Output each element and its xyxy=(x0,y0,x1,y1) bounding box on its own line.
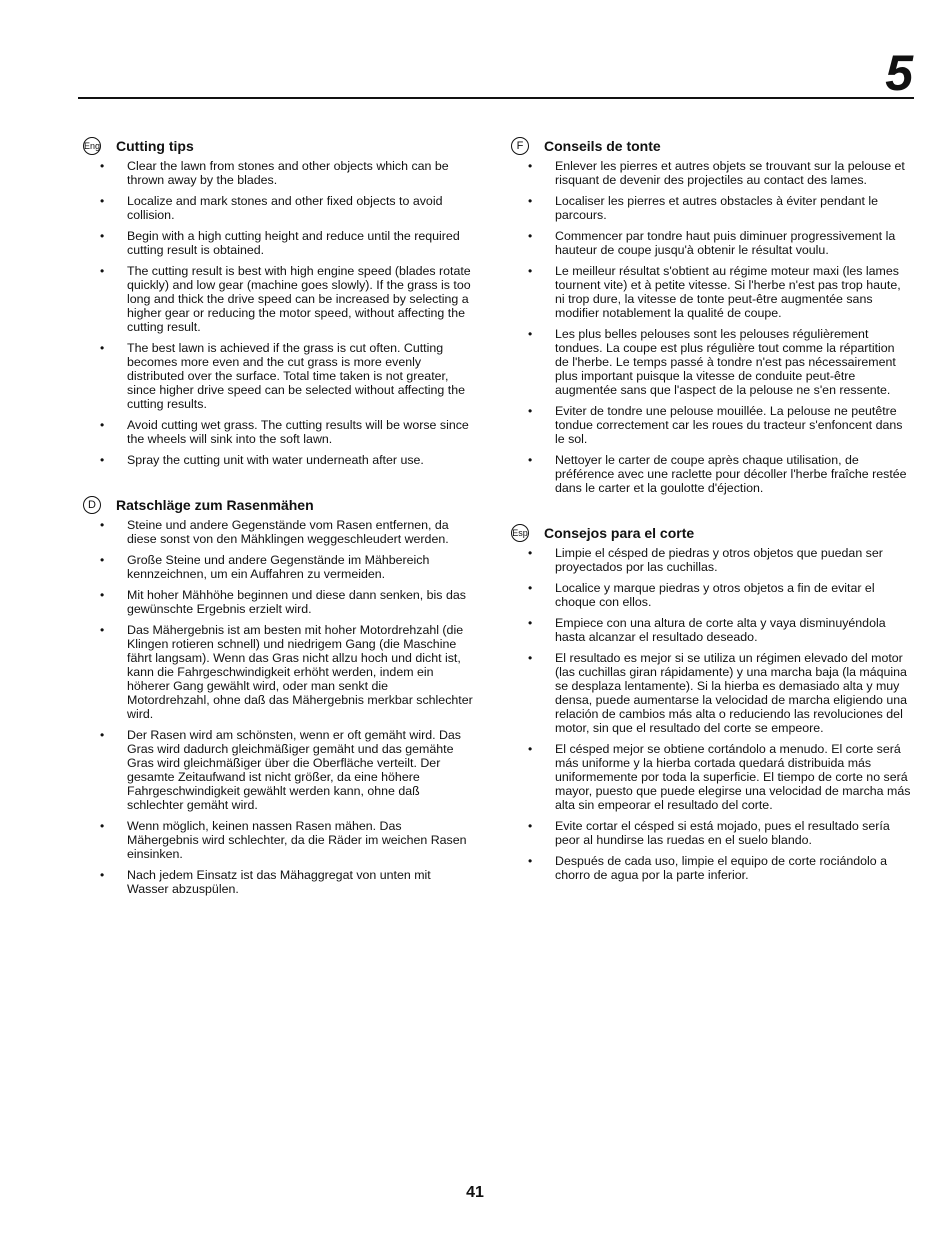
list-item: • Limpie el césped de piedras y otros objetos que puedan ser proyectados por las cuchillas. xyxy=(511,546,911,574)
list-item: • El resultado es mejor si se utiliza un régimen elevado del motor (las cuchillas giran rápidamente) y una marcha baja (la máquina se desplaza lentamente). Si la hierba es demasiado alta y muy densa, puede aumentarse la velocidad de marcha eligiendo una relación de cambios más alta o reduciendo las revoluciones del motor, sin que el resultado del corte se empeore. xyxy=(511,651,911,735)
french-language-icon: F xyxy=(511,137,529,155)
list-item: • Commencer par tondre haut puis diminuer progressivement la hauteur de coupe jusqu'à obtenir le résultat voulu. xyxy=(511,229,911,257)
left-column xyxy=(83,134,473,918)
list-item: • Nach jedem Einsatz ist das Mähaggregat von unten mit Wasser abzuspülen. xyxy=(83,868,473,896)
chapter-number: 5 xyxy=(885,45,912,101)
list-item: • The cutting result is best with high engine speed (blades rotate quickly) and low gear (machine goes slowly). If the grass is too long and thick the drive speed can be increased by selecting a higher gear or reducing the motor speed, without affecting the cutting result. xyxy=(83,264,473,334)
section-title: Conseils de tonte xyxy=(544,138,661,154)
section-french xyxy=(511,134,911,495)
list-item: • Empiece con una altura de corte alta y vaya disminuyéndola hasta alcanzar el resultado deseado. xyxy=(511,616,911,644)
section-heading xyxy=(511,134,911,158)
list-item: • Localiser les pierres et autres obstacles à éviter pendant le parcours. xyxy=(511,194,911,222)
page-number: 41 xyxy=(466,1184,484,1201)
list-item: • Begin with a high cutting height and reduce until the required cutting result is obtained. xyxy=(83,229,473,257)
list-item: • Enlever les pierres et autres objets se trouvant sur la pelouse et risquant de devenir des projectiles au contact des lames. xyxy=(511,159,911,187)
list-item: • Después de cada uso, limpie el equipo de corte rociándolo a chorro de agua por la parte inferior. xyxy=(511,854,911,882)
section-heading xyxy=(83,493,473,517)
list-item: • Localize and mark stones and other fixed objects to avoid collision. xyxy=(83,194,473,222)
list-item: • Steine und andere Gegenstände vom Rasen entfernen, da diese sonst von den Mähklingen weggeschleudert werden. xyxy=(83,518,473,546)
list-item: • Localice y marque piedras y otros objetos a fin de evitar el choque con ellos. xyxy=(511,581,911,609)
section-title: Consejos para el corte xyxy=(544,525,695,541)
section-title: Cutting tips xyxy=(116,138,194,154)
list-item: • Mit hoher Mähhöhe beginnen und diese dann senken, bis das gewünschte Ergebnis erzielt wird. xyxy=(83,588,473,616)
german-language-icon: D xyxy=(83,496,101,514)
header-rule xyxy=(78,97,914,99)
section-heading xyxy=(511,521,911,545)
section-heading xyxy=(83,134,473,158)
list-item: • The best lawn is achieved if the grass is cut often. Cutting becomes more even and the cut grass is more evenly distributed over the surface. Total time taken is not greater, since higher drive speed can be selected without affecting the cutting results. xyxy=(83,341,473,411)
list-item: • Der Rasen wird am schönsten, wenn er oft gemäht wird. Das Gras wird dadurch gleichmäßiger gemäht und das gemähte Gras wird gleichmäßiger über die Oberfläche verteilt. Der gesamte Zeitaufwand ist nicht größer, da eine höhere Fahrgeschwindigkeit gewählt werden kann, ohne daß schlechter gemäht wird. xyxy=(83,728,473,812)
list-item: • Avoid cutting wet grass. The cutting results will be worse since the wheels will sink into the soft lawn. xyxy=(83,418,473,446)
section-title: Ratschläge zum Rasenmähen xyxy=(116,497,314,513)
english-language-icon: Eng xyxy=(83,137,101,155)
list-item: • Wenn möglich, keinen nassen Rasen mähen. Das Mähergebnis wird schlechter, da die Räder im weichen Rasen einsinken. xyxy=(83,819,473,861)
list-item: • Nettoyer le carter de coupe après chaque utilisation, de préférence avec une raclette pour décoller l'herbe fraîche restée dans le carter et la goulotte d'éjection. xyxy=(511,453,911,495)
tips-list xyxy=(83,159,473,467)
list-item: • Clear the lawn from stones and other objects which can be thrown away by the blades. xyxy=(83,159,473,187)
right-column xyxy=(511,134,911,904)
list-item: • Eviter de tondre une pelouse mouillée. La pelouse ne peutêtre tondue correctement car les roues du tracteur s'enfoncent dans le sol. xyxy=(511,404,911,446)
list-item: • Evite cortar el césped si está mojado, pues el resultado sería peor al hundirse las ruedas en el suelo blando. xyxy=(511,819,911,847)
list-item: • Große Steine und andere Gegenstände im Mähbereich kennzeichnen, um ein Auffahren zu vermeiden. xyxy=(83,553,473,581)
list-item: • Les plus belles pelouses sont les pelouses régulièrement tondues. La coupe est plus régulière tout comme la répartition de l'herbe. Le temps passé à tondre n'est pas nécessairement plus important puisque la vitesse de conduite peut-être augmentée sans que l'aspect de la pelouse ne s'en ressente. xyxy=(511,327,911,397)
section-german xyxy=(83,493,473,896)
list-item: • Le meilleur résultat s'obtient au régime moteur maxi (les lames tournent vite) et à petite vitesse. Si l'herbe n'est pas trop haute, ni trop dure, la vitesse de tonte peut-être augmentée sans modifier notablement la qualité de coupe. xyxy=(511,264,911,320)
tips-list xyxy=(511,159,911,495)
section-spanish xyxy=(511,521,911,882)
section-english xyxy=(83,134,473,467)
list-item: • Spray the cutting unit with water underneath after use. xyxy=(83,453,473,467)
list-item: • El césped mejor se obtiene cortándolo a menudo. El corte será más uniforme y la hierba cortada quedará distribuida más uniformemente por toda la superficie. El tiempo de corte no será mayor, puesto que puede elegirse una velocidad de marcha más alta sin empeorar el resultado del corte. xyxy=(511,742,911,812)
tips-list xyxy=(511,546,911,882)
tips-list xyxy=(83,518,473,896)
spanish-language-icon: Esp xyxy=(511,524,529,542)
list-item: • Das Mähergebnis ist am besten mit hoher Motordrehzahl (die Klingen rotieren schnell) und niedrigem Gang (die Maschine fährt langsam). Wenn das Gras nicht allzu hoch und dicht ist, kann die Fahrgeschwindigkeit erhöht werden, indem ein höherer Gang gewählt wird, oder man senkt die Motordrehzahl, ohne daß das Mähergebnis merkbar schlechter wird. xyxy=(83,623,473,721)
